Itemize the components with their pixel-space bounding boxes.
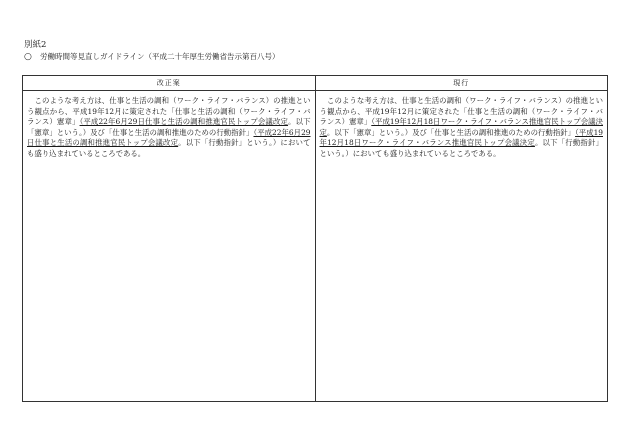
- subtitle-text: 労働時間等見直しガイドライン（平成二十年厚生労働省告示第百八号）: [40, 52, 280, 61]
- attachment-label: 別紙2: [24, 40, 47, 50]
- revised-text-cell: [23, 91, 316, 401]
- current-text-cell: [316, 91, 608, 401]
- current-decision-underlined: （平成19年12月18日ワーク・ライフ・バランス推進官民トップ会議決定: [319, 127, 603, 148]
- current-text-part: このような考え方は、仕事と生活の調和（ワーク・ライフ・バランス）の推進という観点から、平成19年12月に策定された「仕事と生活の調和（ワーク・ライフ・バランス）憲章」: [319, 96, 603, 127]
- current-text-part: 。以下「憲章」という。）及び「仕事と生活の調和推進のための行動指針」: [326, 127, 576, 137]
- revised-amendment-underlined: （平成22年6月29日仕事と生活の調和推進官民トップ会議改定: [27, 127, 311, 148]
- column-header-revised: 改正案: [23, 76, 316, 90]
- current-decision-underlined: （平成19年12月18日ワーク・ライフ・バランス推進官民トップ会議決定: [319, 117, 603, 137]
- revised-text-part: このような考え方は、仕事と生活の調和（ワーク・ライフ・バランス）の推進という観点から、平成19年12月に策定された「仕事と生活の調和（ワーク・ライフ・バランス）憲章」: [27, 96, 311, 127]
- circle-bullet-icon: ○: [24, 52, 32, 62]
- table-body-row: [23, 91, 607, 401]
- table-header-row: [23, 76, 607, 91]
- revised-text-part: 。以下「憲章」という。）及び「仕事と生活の調和推進のための行動指針」: [27, 117, 311, 137]
- comparison-table: [22, 75, 608, 402]
- document-subtitle: [24, 52, 280, 62]
- revised-amendment-underlined: （平成22年6月29日仕事と生活の調和推進官民トップ会議改定: [79, 117, 289, 127]
- revised-text-part: 。以下「行動指針」という。）においても盛り込まれているところである。: [27, 138, 311, 158]
- column-header-current: 現行: [453, 79, 470, 87]
- current-text-part: 。以下「行動指針」という。）においても盛り込まれているところである。: [319, 138, 603, 158]
